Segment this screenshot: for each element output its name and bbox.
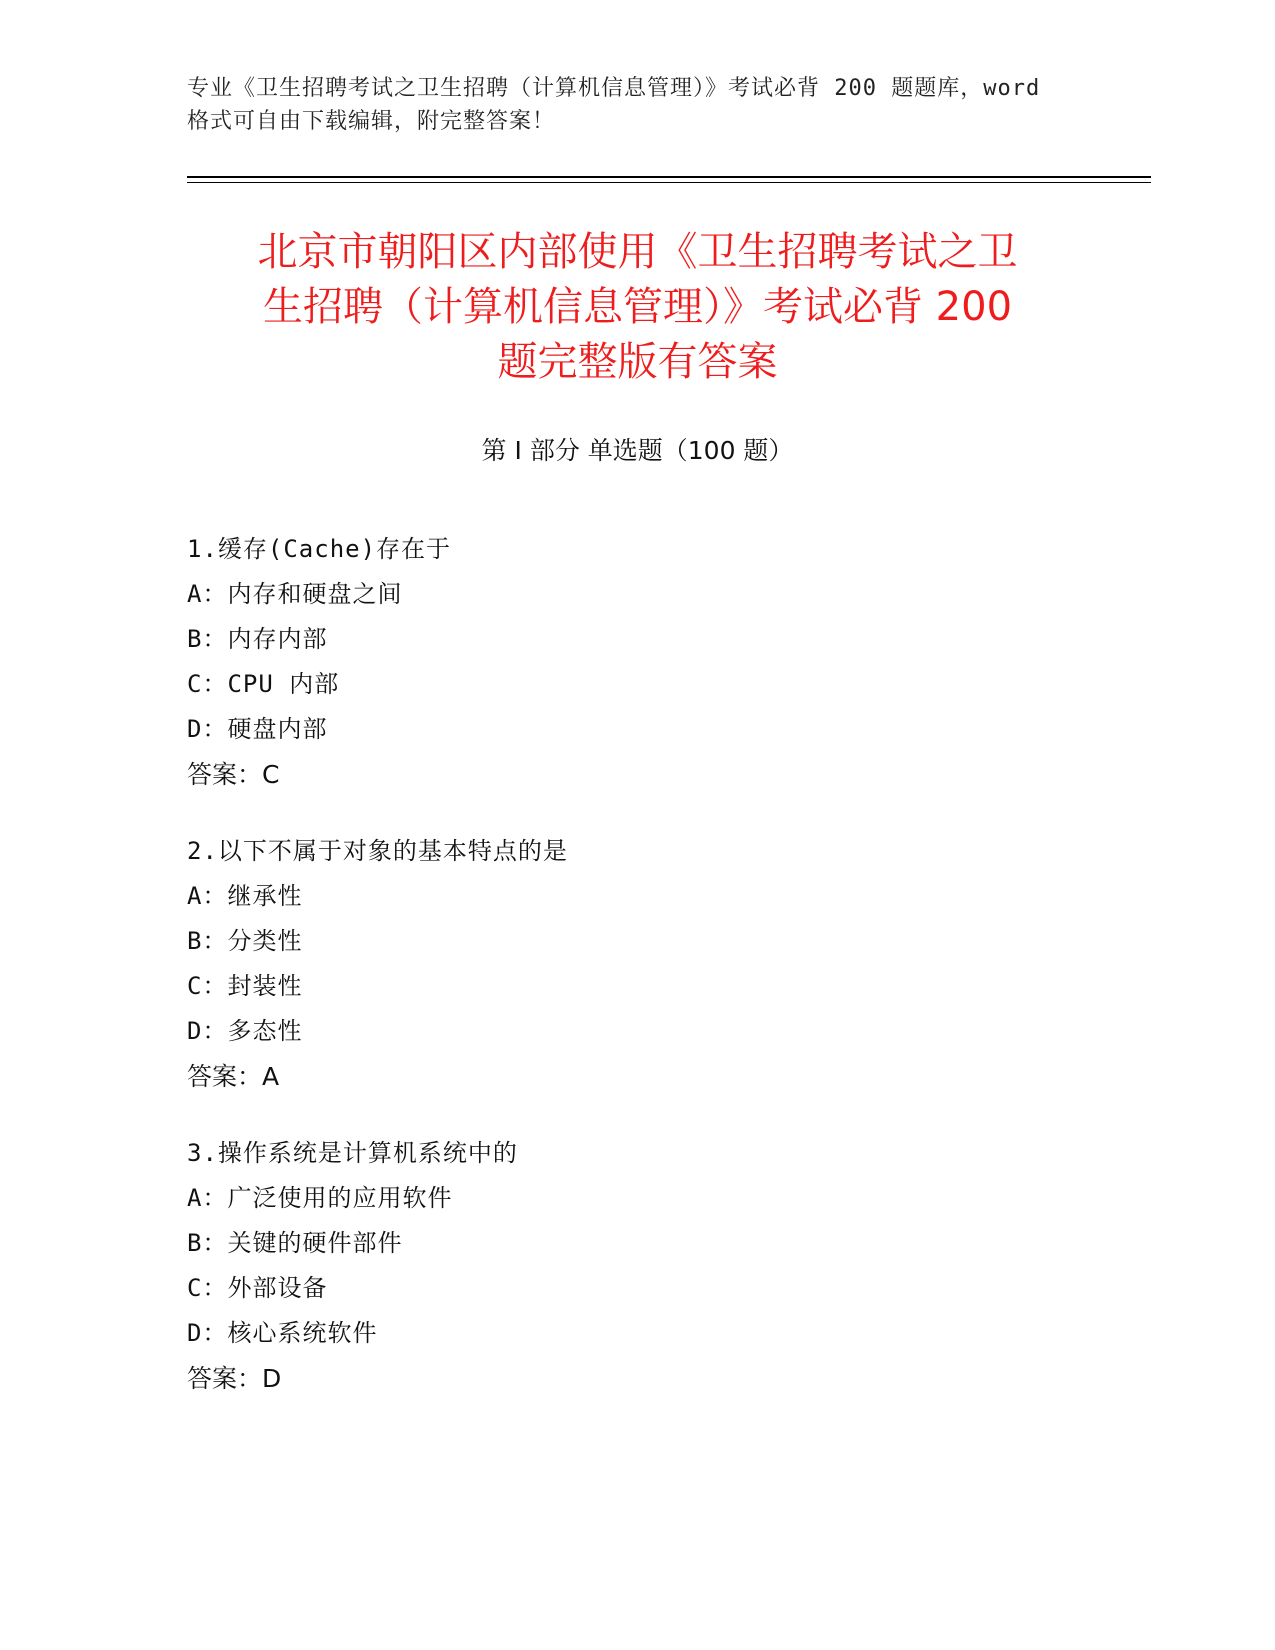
header-note-line-2: 格式可自由下载编辑，附完整答案！ xyxy=(187,109,556,134)
option-d: D：多态性 xyxy=(187,1017,303,1045)
header-divider-thin xyxy=(187,182,1151,183)
question-text: 2.以下不属于对象的基本特点的是 xyxy=(187,837,568,865)
answer: 答案：C xyxy=(187,760,280,789)
option-c: C：外部设备 xyxy=(187,1274,328,1302)
option-b: B：关键的硬件部件 xyxy=(187,1229,403,1257)
option-a: A：广泛使用的应用软件 xyxy=(187,1184,453,1212)
option-a: A：内存和硬盘之间 xyxy=(187,580,403,608)
header-note-line-1: 专业《卫生招聘考试之卫生招聘（计算机信息管理）》考试必背 200 题题库，word xyxy=(187,76,1041,101)
section-title: 第 I 部分 单选题（100 题） xyxy=(481,436,794,465)
answer: 答案：D xyxy=(187,1364,282,1393)
document-title-line-1: 北京市朝阳区内部使用《卫生招聘考试之卫 xyxy=(257,229,1018,275)
option-d: D：核心系统软件 xyxy=(187,1319,378,1347)
header-divider-thick xyxy=(187,176,1151,178)
option-d: D：硬盘内部 xyxy=(187,715,328,743)
question-1 xyxy=(187,527,1087,797)
question-2 xyxy=(187,829,1087,1099)
header-note xyxy=(187,72,1087,138)
option-c: C：封装性 xyxy=(187,972,303,1000)
question-list xyxy=(187,527,1087,1433)
document-title-line-2: 生招聘（计算机信息管理）》考试必背 200 xyxy=(262,284,1013,330)
answer: 答案：A xyxy=(187,1062,280,1091)
option-b: B：内存内部 xyxy=(187,625,328,653)
question-3 xyxy=(187,1131,1087,1401)
option-c: C：CPU 内部 xyxy=(187,670,340,698)
document-title-line-3: 题完整版有答案 xyxy=(497,339,778,385)
question-text: 3.操作系统是计算机系统中的 xyxy=(187,1139,518,1167)
option-a: A：继承性 xyxy=(187,882,303,910)
question-text: 1.缓存(Cache)存在于 xyxy=(187,535,452,563)
document-title xyxy=(187,225,1088,390)
option-b: B：分类性 xyxy=(187,927,303,955)
